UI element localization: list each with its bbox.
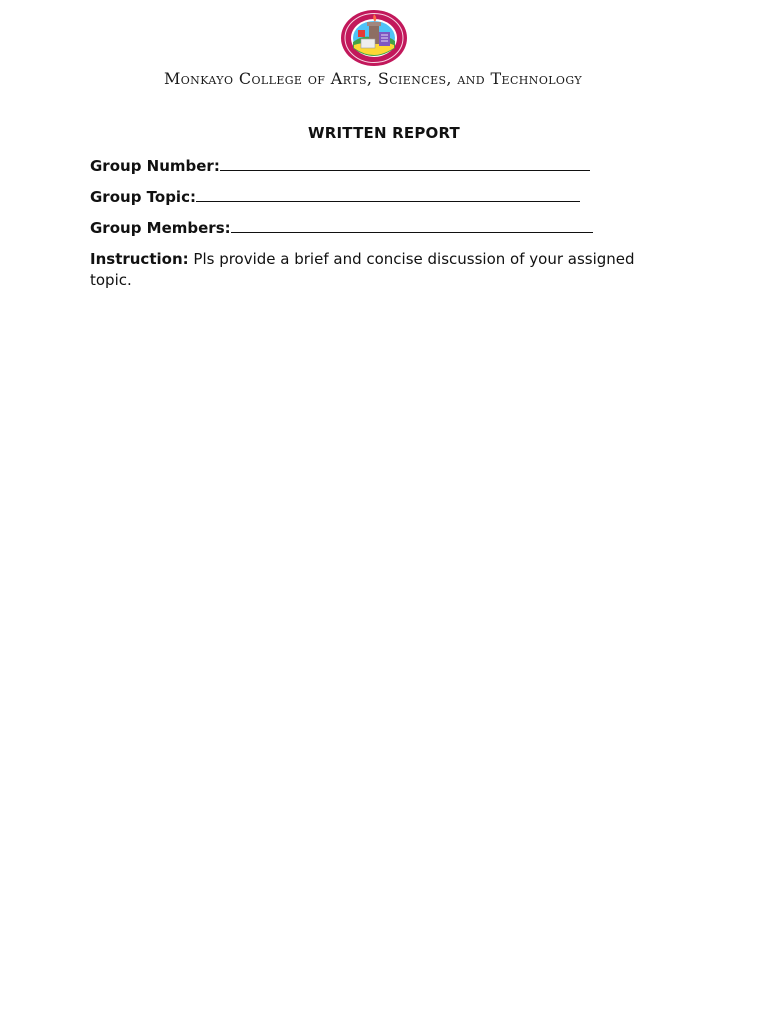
group-number-label: Group Number:	[90, 157, 220, 175]
group-topic-blank[interactable]	[196, 187, 580, 202]
instruction-text: Pls provide a brief and concise discussion of your assigned topic.	[90, 250, 635, 289]
institution-name: Monkayo College of Arts, Sciences, and Technology	[163, 69, 583, 88]
group-number-field	[90, 156, 590, 175]
instruction-label: Instruction:	[90, 250, 189, 268]
group-topic-label: Group Topic:	[90, 188, 196, 206]
college-seal-icon	[339, 8, 409, 68]
group-members-blank[interactable]	[231, 218, 593, 233]
group-topic-field	[90, 187, 580, 206]
group-members-field	[90, 218, 593, 237]
instruction-paragraph	[90, 249, 660, 291]
document-title: WRITTEN REPORT	[308, 124, 460, 142]
group-members-label: Group Members:	[90, 219, 231, 237]
group-number-blank[interactable]	[220, 156, 590, 171]
